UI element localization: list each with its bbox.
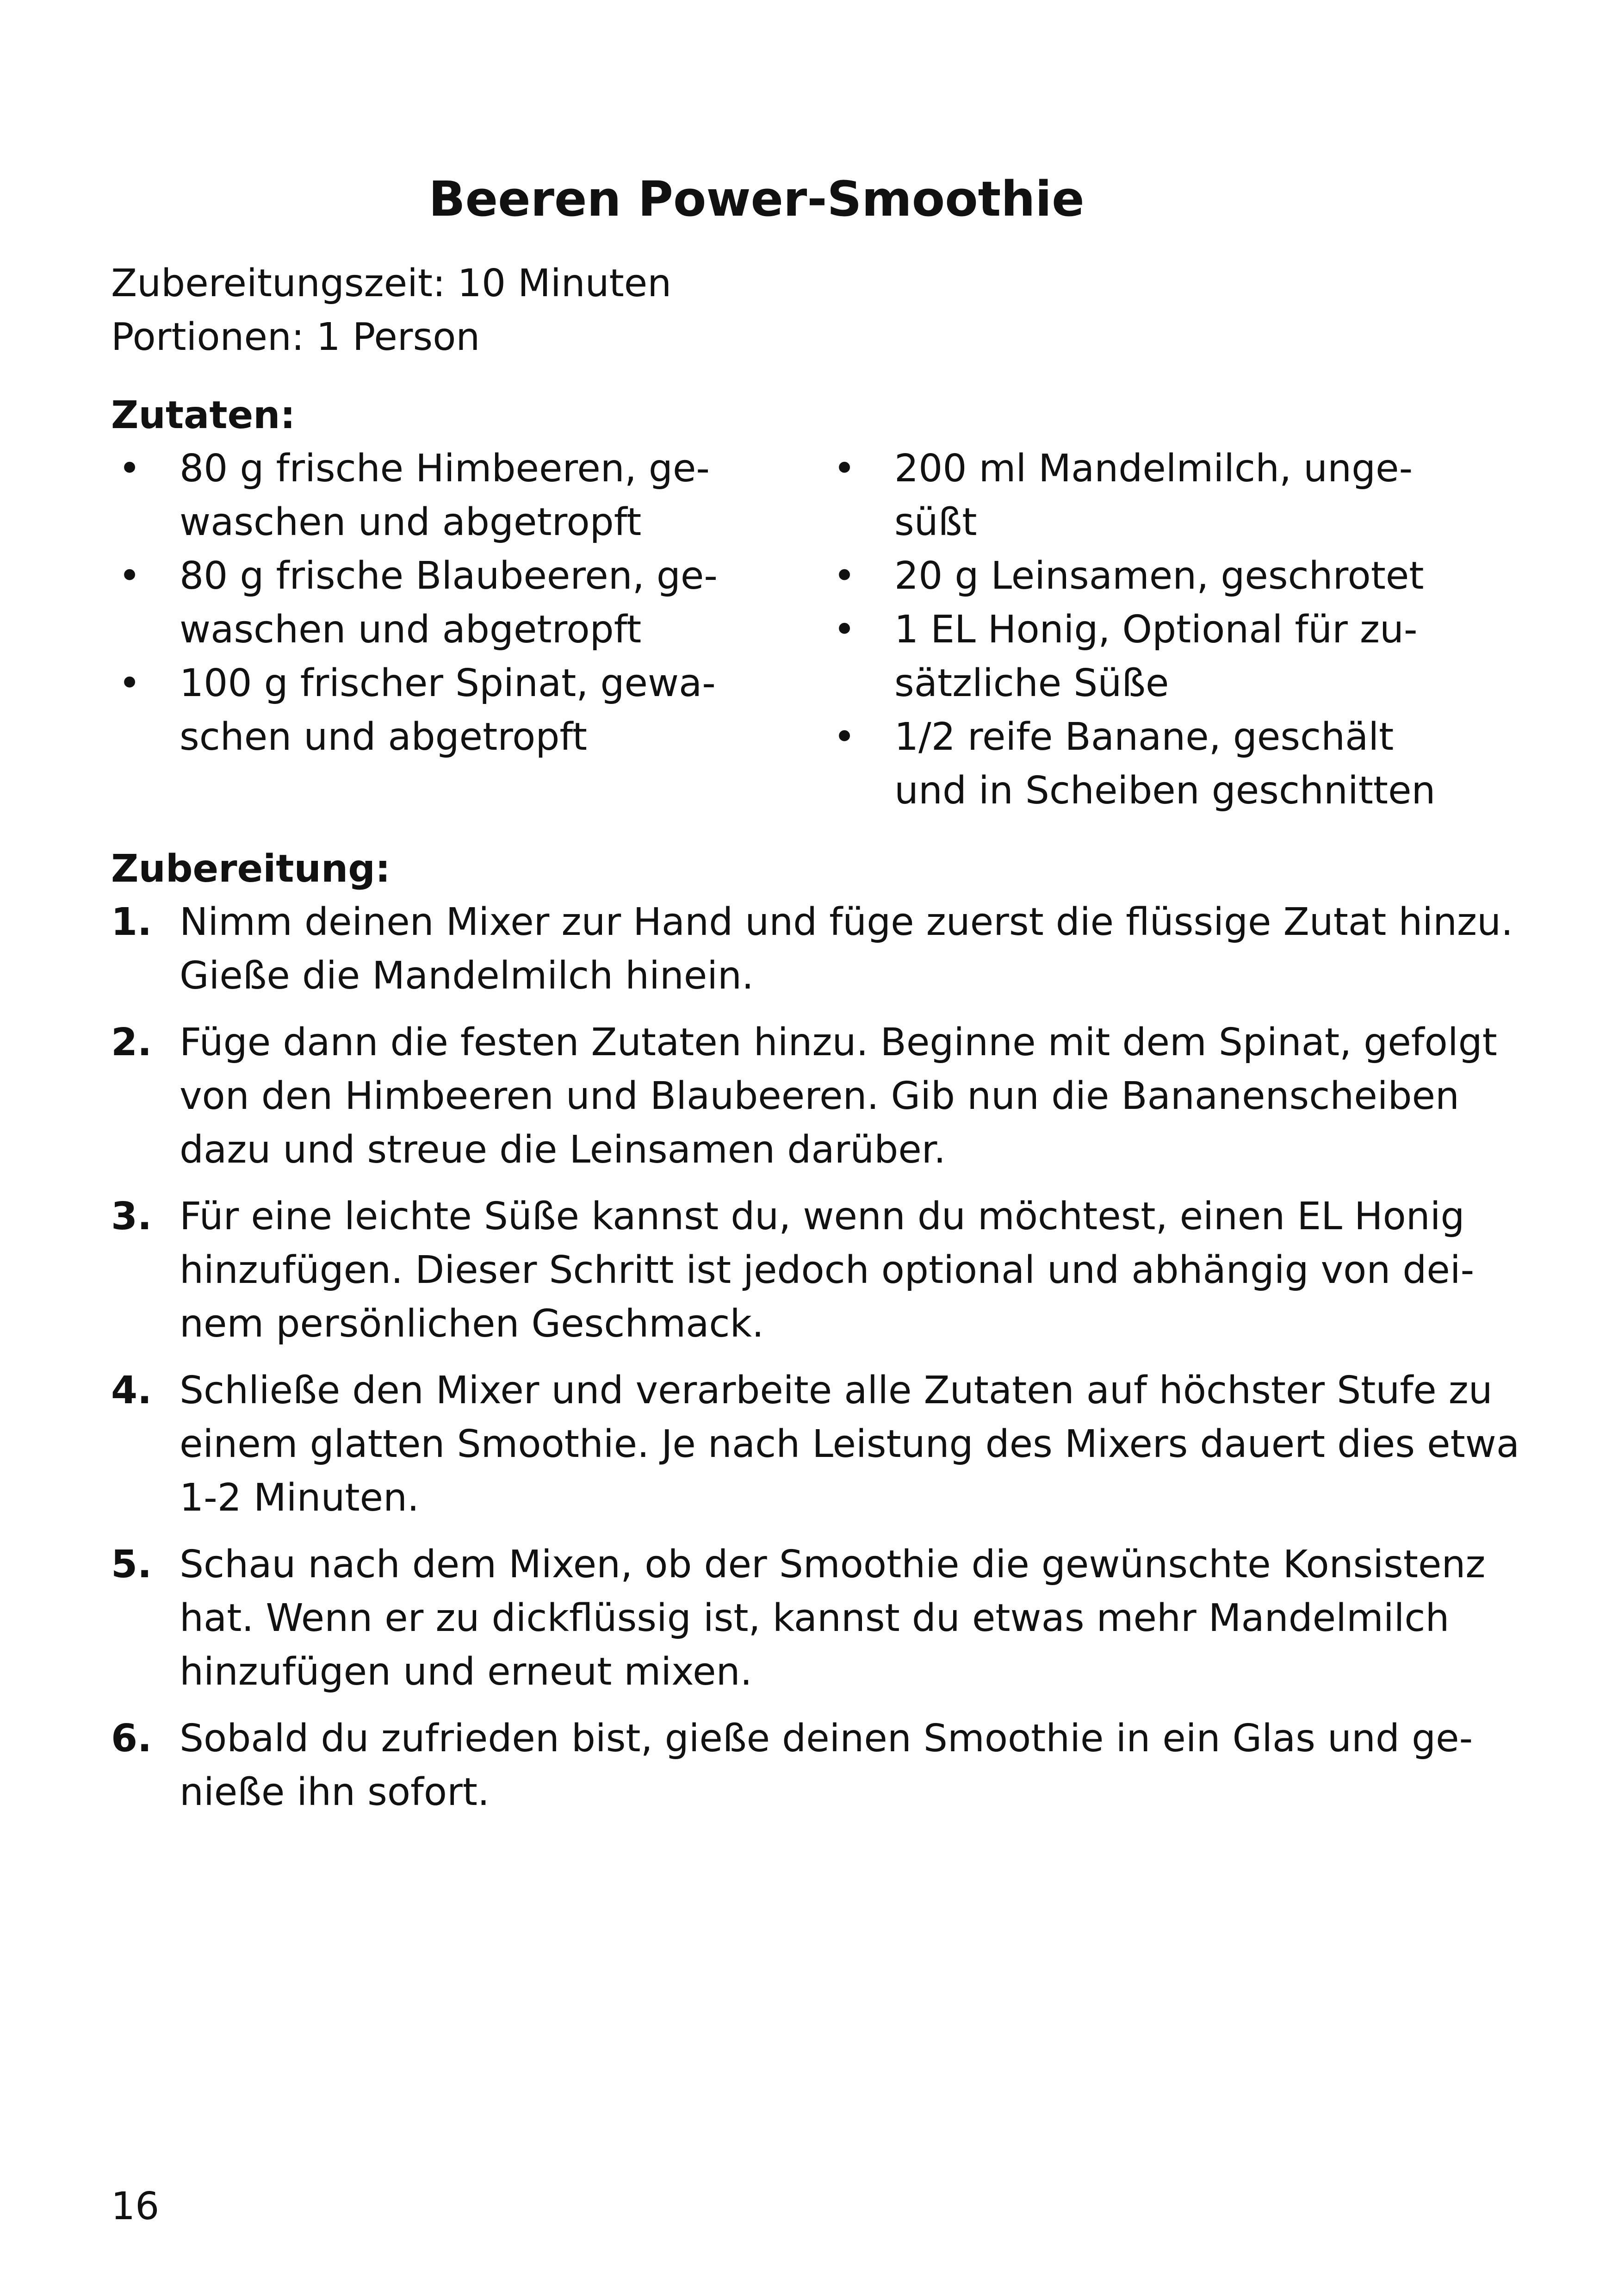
step-text-line: hinzufügen. Dieser Schritt ist jedoch optional und abhängig von dei- — [180, 1248, 1475, 1292]
recipe-meta — [111, 257, 671, 364]
preparation-step — [111, 896, 1513, 1003]
ingredient-item — [111, 442, 759, 549]
step-number: 3. — [111, 1195, 152, 1238]
ingredient-text-line: 1/2 reife Banane, geschält — [894, 715, 1394, 759]
bullet-icon: • — [118, 661, 141, 705]
ingredients-column-left — [111, 442, 759, 764]
ingredient-item — [826, 603, 1474, 710]
ingredient-text-line: 20 g Leinsamen, geschrotet — [894, 554, 1424, 598]
step-text-line: Gieße die Mandelmilch hinein. — [180, 954, 754, 998]
preparation-step — [111, 1016, 1497, 1177]
bullet-icon: • — [833, 554, 856, 598]
preparation-step — [111, 1190, 1475, 1351]
ingredient-item — [826, 549, 1474, 603]
ingredient-item — [826, 442, 1474, 549]
step-number: 6. — [111, 1717, 152, 1761]
step-text-line: Füge dann die festen Zutaten hinzu. Beginne mit dem Spinat, gefolgt — [180, 1020, 1497, 1064]
ingredient-item — [111, 657, 759, 764]
step-text-line: Sobald du zufrieden bist, gieße deinen Smoothie in ein Glas und ge- — [180, 1717, 1473, 1761]
step-text-line: von den Himbeeren und Blaubeeren. Gib nun die Bananenscheiben — [180, 1074, 1460, 1118]
preparation-steps — [111, 896, 1520, 1832]
step-text-line: Schließe den Mixer und verarbeite alle Zutaten auf höchster Stufe zu — [180, 1369, 1493, 1412]
ingredients-column-right — [826, 442, 1474, 818]
ingredient-text-line: 1 EL Honig, Optional für zu- — [894, 608, 1418, 652]
ingredient-item — [826, 710, 1474, 818]
ingredient-item — [111, 549, 759, 657]
ingredient-text-line: waschen und abgetropft — [180, 608, 642, 652]
step-text-line: 1-2 Minuten. — [180, 1476, 420, 1520]
ingredient-text-line: süßt — [894, 500, 977, 544]
ingredients-heading: Zutaten: — [111, 393, 296, 437]
ingredient-text-line: 80 g frische Himbeeren, ge- — [180, 447, 710, 491]
step-text-line: Für eine leichte Süße kannst du, wenn du möchtest, einen EL Honig — [180, 1195, 1465, 1238]
ingredient-text-line: schen und abgetropft — [180, 715, 587, 759]
page-number: 16 — [111, 2184, 160, 2228]
recipe-title: Beeren Power-Smoothie — [428, 171, 1085, 227]
prep-time: Zubereitungszeit: 10 Minuten — [111, 261, 672, 305]
step-number: 4. — [111, 1369, 152, 1412]
step-text-line: dazu und streue die Leinsamen darüber. — [180, 1128, 946, 1172]
ingredient-text-line: 80 g frische Blaubeeren, ge- — [180, 554, 718, 598]
step-text-line: einem glatten Smoothie. Je nach Leistung des Mixers dauert dies etwa — [180, 1422, 1520, 1466]
ingredient-text-line: und in Scheiben geschnitten — [894, 769, 1436, 813]
step-text-line: Nimm deinen Mixer zur Hand und füge zuerst die flüssige Zutat hinzu. — [180, 900, 1513, 944]
preparation-step — [111, 1364, 1520, 1525]
step-text-line: nieße ihn sofort. — [180, 1770, 490, 1814]
preparation-step — [111, 1712, 1473, 1819]
step-number: 5. — [111, 1543, 152, 1587]
step-number: 2. — [111, 1020, 152, 1064]
ingredient-text-line: 200 ml Mandelmilch, unge- — [894, 447, 1413, 491]
bullet-icon: • — [118, 447, 141, 491]
bullet-icon: • — [833, 608, 856, 652]
step-text-line: Schau nach dem Mixen, ob der Smoothie die gewünschte Konsistenz — [180, 1543, 1486, 1587]
step-number: 1. — [111, 900, 152, 944]
bullet-icon: • — [118, 554, 141, 598]
ingredient-text-line: 100 g frischer Spinat, gewa- — [180, 661, 716, 705]
step-text-line: nem persönlichen Geschmack. — [180, 1302, 764, 1346]
preparation-heading: Zubereitung: — [111, 847, 391, 891]
servings: Portionen: 1 Person — [111, 315, 480, 359]
ingredient-text-line: sätzliche Süße — [894, 661, 1169, 705]
ingredient-text-line: waschen und abgetropft — [180, 500, 642, 544]
step-text-line: hat. Wenn er zu dickflüssig ist, kannst du etwas mehr Mandelmilch — [180, 1596, 1450, 1640]
preparation-step — [111, 1538, 1486, 1699]
step-text-line: hinzufügen und erneut mixen. — [180, 1650, 752, 1694]
bullet-icon: • — [833, 715, 856, 759]
bullet-icon: • — [833, 447, 856, 491]
